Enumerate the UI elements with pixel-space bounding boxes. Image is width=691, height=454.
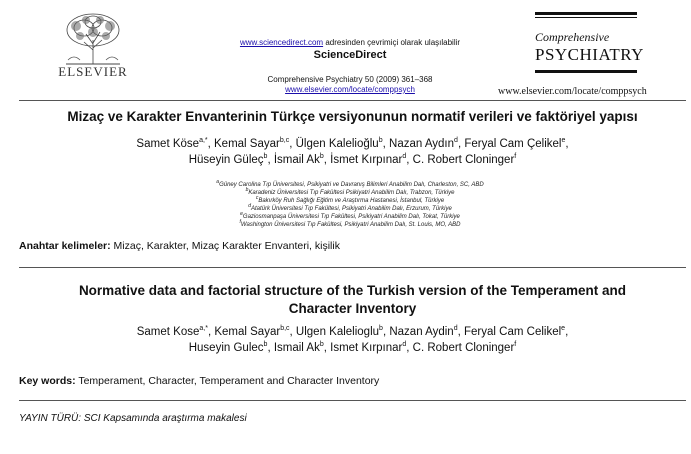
affiliation-mark: f xyxy=(239,219,241,225)
author-affiliation-mark: b xyxy=(319,341,324,349)
masthead-rule-thin xyxy=(535,17,637,18)
affiliation-text: Atatürk Üniversitesi Tıp Fakültesi, Psikiyatri Anabilim Dalı, Erzurum, Türkiye xyxy=(250,206,452,212)
author-affiliation-mark: d xyxy=(402,153,407,161)
elsevier-tree-logo xyxy=(56,10,130,66)
sciencedirect-header xyxy=(185,38,515,95)
availability-text: adresinden çevrimiçi olarak ulaşılabilir xyxy=(323,38,461,47)
journal-name-line1: Comprehensive xyxy=(535,30,610,44)
header-divider xyxy=(19,100,686,101)
affiliation-text: Güney Carolina Tıp Üniversitesi, Psikiyatri ve Davranış Bilimleri Anabilim Dalı, Charleston, SC, ABD xyxy=(219,182,484,188)
author-affiliation-mark: b xyxy=(263,153,268,161)
author-name: C. Robert Cloninger xyxy=(412,154,515,166)
footer-divider xyxy=(19,400,686,401)
english-authors-line2: Huseyin Gulec$^b$, Ismail Ak$^b$, Ismet Kırpınar$^d$, C. Robert Cloninger$^f$ xyxy=(188,341,517,354)
english-keywords-label: Key words: xyxy=(19,375,76,387)
english-title-line1: Normative data and factorial structure of the Turkish version of the Temperament and xyxy=(78,283,627,298)
english-title xyxy=(20,282,685,318)
masthead-rule xyxy=(535,12,637,15)
turkish-authors-line1: Samet Köse$^{a,*}$, Kemal Sayar$^{b,c}$, Ülgen Kalelioğlu$^b$, Nazan Aydın$^d$, Feryal Cam Çelikel$^e$, xyxy=(136,137,569,150)
publication-type: YAYIN TÜRÜ: SCI Kapsamında araştırma makalesi xyxy=(19,413,247,424)
author-affiliation-mark: b,c xyxy=(280,325,290,333)
author-name: Ulgen Kalelioglu xyxy=(295,326,380,338)
affiliation-line xyxy=(100,197,600,205)
author-affiliation-mark: f xyxy=(514,341,517,349)
affiliation-text: Washington Üniversitesi Tıp Fakültesi, Psikiyatri Anabilim Dalı, St. Louis, MO, ABD xyxy=(240,222,461,228)
author-affiliation-mark: d xyxy=(402,341,407,349)
author-name: Ismet Kırpınar xyxy=(330,342,403,354)
affiliation-line xyxy=(100,213,600,221)
turkish-affiliations xyxy=(100,181,600,229)
affiliation-text: Gaziosmanpaşa Üniversitesi Tıp Fakültesi, Psikiyatri Anabilim Dalı, Tokat, Türkiye xyxy=(242,214,460,220)
author-name: Feryal Cam Celikel xyxy=(464,326,562,338)
english-title-line2: Character Inventory xyxy=(288,301,417,316)
author-name: Ülgen Kalelioğlu xyxy=(295,138,379,150)
affiliation-text: Karadeniz Üniversitesi Tıp Fakültesi Psikiyatri Anabilim Dalı, Trabzon, Türkiye xyxy=(248,190,455,196)
author-name: Huseyin Gulec xyxy=(188,342,264,354)
author-name: İsmet Kırpınar xyxy=(330,154,403,166)
turkish-keywords-text: Mizaç, Karakter, Mizaç Karakter Envanteri, kişilik xyxy=(110,240,340,252)
author-name: Nazan Aydın xyxy=(389,138,455,150)
author-name: Kemal Sayar xyxy=(214,326,281,338)
author-name: İsmail Ak xyxy=(273,154,320,166)
author-affiliation-mark: d xyxy=(453,325,458,333)
affiliation-mark: b xyxy=(245,187,249,193)
turkish-authors-line2: Hüseyin Güleç$^b$, İsmail Ak$^b$, İsmet Kırpınar$^d$, C. Robert Cloninger$^f$ xyxy=(188,153,517,166)
affiliation-line xyxy=(100,189,600,197)
masthead-rule-bottom xyxy=(535,70,637,73)
author-name: Samet Köse xyxy=(136,138,200,150)
affiliation-line xyxy=(100,205,600,213)
turkish-title: Mizaç ve Karakter Envanterinin Türkçe versiyonunun normatif verileri ve faktöriyel yapısı xyxy=(67,109,638,124)
author-affiliation-mark: a,* xyxy=(199,137,208,145)
journal-masthead xyxy=(535,12,644,73)
author-name: Samet Kose xyxy=(136,326,200,338)
author-affiliation-mark: e xyxy=(561,325,566,333)
author-affiliation-mark: b xyxy=(319,153,324,161)
sciencedirect-link[interactable]: www.sciencedirect.com xyxy=(239,38,324,47)
author-affiliation-mark: b xyxy=(379,325,383,333)
citation-line: Comprehensive Psychiatry 50 (2009) 361–368 xyxy=(267,75,433,84)
english-keywords-text: Temperament, Character, Temperament and Character Inventory xyxy=(75,375,380,387)
elsevier-wordmark: ELSEVIER xyxy=(58,64,128,79)
affiliation-text: Bakırköy Ruh Sağlığı Eğitim ve Araştırma Hastanesi, İstanbul, Türkiye xyxy=(258,198,445,204)
author-affiliation-mark: b xyxy=(378,137,383,145)
english-authors xyxy=(20,324,685,356)
english-authors-line1: Samet Kose$^{a,*}$, Kemal Sayar$^{b,c}$, Ulgen Kalelioglu$^b$, Nazan Aydin$^d$, Feryal Cam Celikel$^e$, xyxy=(136,325,569,338)
author-affiliation-mark: d xyxy=(454,137,458,145)
affiliation-mark: d xyxy=(248,203,251,209)
turkish-keywords xyxy=(19,240,679,252)
affiliation-mark: c xyxy=(255,195,259,201)
author-name: Kemal Sayar xyxy=(214,138,280,150)
english-keywords xyxy=(19,375,679,387)
sciencedirect-title: ScienceDirect xyxy=(313,49,387,61)
author-affiliation-mark: f xyxy=(514,153,517,161)
turkish-keywords-label: Anahtar kelimeler: xyxy=(19,240,111,252)
author-name: Feryal Cam Çelikel xyxy=(464,138,562,150)
section-divider xyxy=(19,267,686,268)
author-affiliation-mark: a,* xyxy=(199,325,208,333)
affiliation-mark: a xyxy=(216,179,220,185)
author-name: C. Robert Cloninger xyxy=(412,342,515,354)
affiliation-line xyxy=(100,181,600,189)
author-name: Ismail Ak xyxy=(273,342,320,354)
journal-url-link[interactable]: www.elsevier.com/locate/comppsych xyxy=(285,85,415,94)
author-name: Hüseyin Güleç xyxy=(188,154,264,166)
affiliation-line xyxy=(100,221,600,229)
author-name: Nazan Aydin xyxy=(389,326,454,338)
author-affiliation-mark: e xyxy=(561,137,566,145)
author-affiliation-mark: b,c xyxy=(279,137,290,145)
affiliation-mark: e xyxy=(240,211,243,217)
author-affiliation-mark: b xyxy=(263,341,268,349)
journal-url-right: www.elsevier.com/locate/comppsych xyxy=(498,86,647,97)
turkish-authors xyxy=(20,136,685,168)
journal-name-line2: PSYCHIATRY xyxy=(535,45,644,64)
availability-line xyxy=(185,38,515,48)
